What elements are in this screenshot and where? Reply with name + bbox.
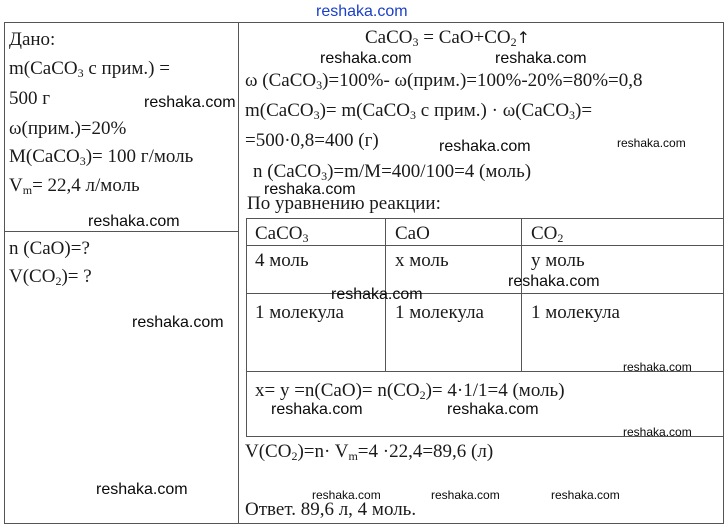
frame-top-border [4, 22, 724, 23]
gas-arrow-icon: ↑ [516, 28, 531, 47]
frame-bottom-border [4, 523, 724, 524]
watermark: reshaka.com [331, 286, 423, 303]
answer-line: Ответ. 89,6 л, 4 моль. [245, 499, 417, 520]
given-mass-value: 500 г [9, 88, 51, 109]
frame-right-border [723, 22, 724, 524]
given-molar-mass: M(CaCO$_3$)= 100 г/моль [9, 146, 194, 168]
reaction-equation: CaCO$_3$ = $CaO+CO_2↑$ [365, 27, 531, 49]
table-result-row: $x= y =n(CaO)= n(CO_2)= 4\cdot 1/1=4$ (моль) [255, 380, 565, 402]
table-cell: x моль [395, 250, 449, 271]
frame-left-border [4, 22, 5, 524]
moles-calculation: n (CaCO$_3$)=m/M=400/100=4 (моль) [253, 161, 532, 183]
table-top-line [246, 218, 723, 219]
table-cell: 1 молекула [255, 302, 344, 323]
find-co2-volume: $V(CO_2)=$ ? [9, 266, 92, 288]
table-cell: 1 молекула [395, 302, 484, 323]
omega-calculation: ω (CaCO$_3$)=100%- ω(прим.)=100%-20%=80%=0,8 [245, 70, 643, 92]
watermark: reshaka.com [439, 138, 531, 155]
table-header-caco3: CaCO$_3$ [255, 223, 309, 245]
table-cell: y моль [531, 250, 585, 271]
mass-calculation: =500·0,8=400 (г) [245, 130, 379, 151]
given-molar-volume: $V_m= 22,4$ л/моль [9, 175, 140, 197]
given-heading: Дано: [9, 29, 56, 50]
watermark: reshaka.com [623, 360, 692, 374]
watermark: reshaka.com [431, 488, 500, 502]
given-find-divider [4, 231, 238, 232]
table-cell: 1 молекула [531, 302, 620, 323]
watermark: reshaka.com [551, 488, 620, 502]
table-row1-line [246, 293, 723, 294]
watermark: reshaka.com [271, 401, 363, 418]
watermark: reshaka.com [96, 481, 188, 498]
given-impurity: ω(прим.)=20% [9, 118, 127, 139]
watermark: reshaka.com [623, 425, 692, 439]
watermark: reshaka.com [617, 136, 686, 150]
volume-calculation: $V(CO_2)=n\cdot V_m=4 \cdot 22,4=89,6$ (л) [245, 441, 494, 463]
by-equation-label: По уравнению реакции: [247, 193, 441, 214]
mass-formula: m(CaCO$_3$)= m(CaCO$_3$ с прим.) · ω(CaCO$_3$)= [245, 100, 593, 122]
given-solution-divider [238, 22, 239, 524]
watermark: reshaka.com [264, 181, 356, 198]
table-header-line [246, 245, 723, 246]
table-cell: 4 моль [255, 250, 309, 271]
watermark: reshaka.com [320, 50, 412, 67]
table-left-line [246, 218, 247, 436]
watermark: reshaka.com [132, 314, 224, 331]
watermark: reshaka.com [312, 488, 381, 502]
table-col2-line [521, 218, 522, 371]
watermark: reshaka.com [508, 273, 600, 290]
watermark: reshaka.com [495, 50, 587, 67]
watermark: reshaka.com [88, 213, 180, 230]
watermark: reshaka.com [447, 401, 539, 418]
watermark: reshaka.com [144, 94, 236, 111]
find-cao-moles: n (CaO)=? [9, 238, 90, 259]
given-mass-line: m(CaCO$_3$ с прим.) = [9, 58, 170, 80]
table-header-co2: $CO_2$ [531, 223, 564, 245]
table-header-cao: CaO [395, 223, 430, 244]
watermark-top: reshaka.com [316, 3, 408, 20]
